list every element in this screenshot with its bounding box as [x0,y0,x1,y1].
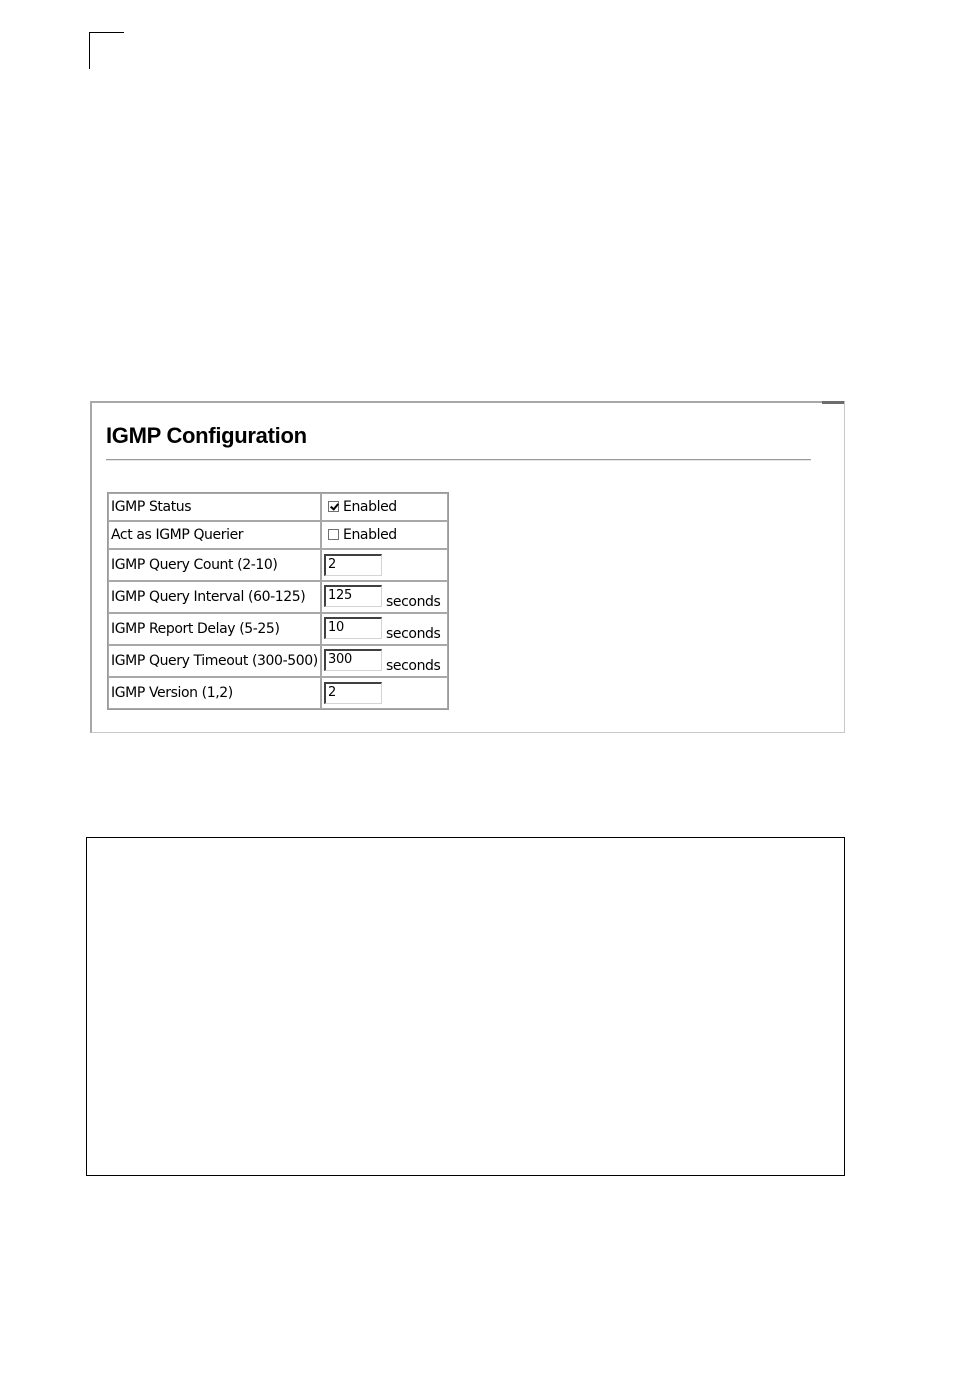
igmp-querier-checkbox[interactable] [328,529,339,540]
row-igmp-version [108,677,448,709]
query-interval-unit: seconds [386,593,441,610]
crop-mark-horizontal [89,32,124,33]
query-interval-label: IGMP Query Interval (60-125) [108,581,321,613]
igmp-status-checkbox[interactable] [328,501,339,512]
row-query-interval [108,581,448,613]
row-query-count [108,549,448,581]
crop-mark-vertical [89,32,90,69]
report-delay-label: IGMP Report Delay (5-25) [108,613,321,645]
row-report-delay [108,613,448,645]
igmp-version-label: IGMP Version (1,2) [108,677,321,709]
report-delay-cell [321,613,448,645]
igmp-version-cell [321,677,448,709]
igmp-status-checkbox-label: Enabled [343,499,397,515]
query-timeout-unit: seconds [386,657,441,674]
row-igmp-status [108,493,448,521]
row-query-timeout [108,645,448,677]
igmp-status-cell [321,493,448,521]
query-count-label: IGMP Query Count (2-10) [108,549,321,581]
query-count-cell [321,549,448,581]
igmp-configuration-panel [90,401,845,733]
query-count-input[interactable]: 2 [324,554,382,576]
query-interval-input[interactable]: 125 [324,585,382,607]
query-interval-cell [321,581,448,613]
row-igmp-querier [108,521,448,549]
query-timeout-cell [321,645,448,677]
title-divider [106,459,811,461]
frame-corner-accent [822,401,844,404]
igmp-querier-checkbox-label: Enabled [343,527,397,543]
igmp-settings-table [107,492,449,710]
page-title: IGMP Configuration [106,423,307,448]
report-delay-input[interactable]: 10 [324,617,382,639]
igmp-querier-label: Act as IGMP Querier [108,521,321,549]
query-timeout-label: IGMP Query Timeout (300-500) [108,645,321,677]
report-delay-unit: seconds [386,625,441,642]
empty-bordered-box [86,837,845,1176]
igmp-version-input[interactable]: 2 [324,682,382,704]
igmp-querier-cell [321,521,448,549]
query-timeout-input[interactable]: 300 [324,649,382,671]
igmp-status-label: IGMP Status [108,493,321,521]
